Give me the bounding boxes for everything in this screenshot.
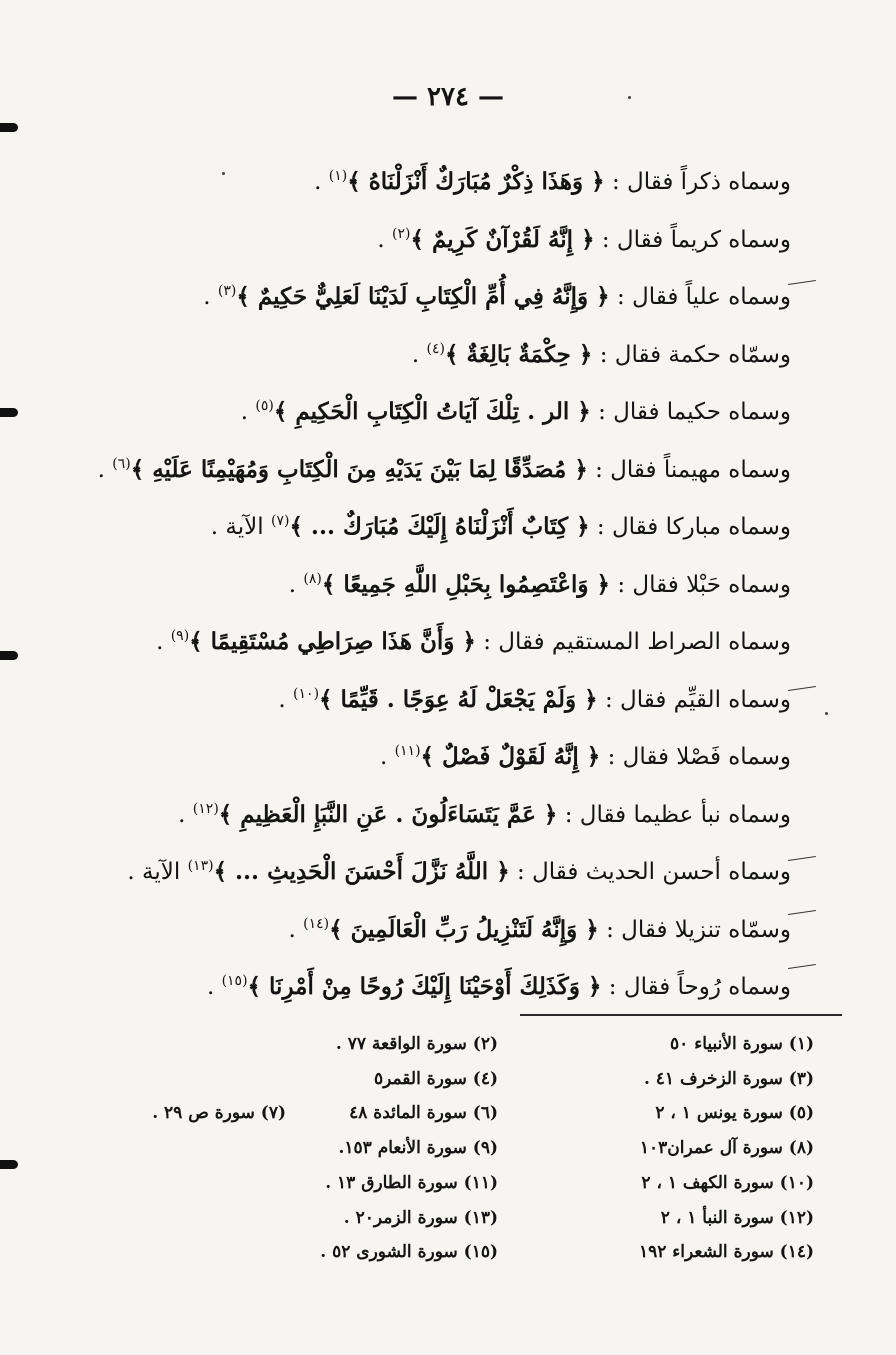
quran-quote: ﴿ وَأَنَّ هَذَا صِرَاطِي مُسْتَقِيمًا ﴾ xyxy=(189,628,476,655)
footnote-marker: (١٤) xyxy=(303,915,330,932)
text-line xyxy=(111,551,791,609)
quran-quote: ﴿ عَمَّ يَتَسَاءَلُونَ . عَنِ النَّبَإِ الْعَظِيمِ ﴾ xyxy=(218,800,558,828)
footnote-marker: (١١) xyxy=(394,743,421,759)
footnote: (٧) سورة ص ٢٩ . xyxy=(152,1103,286,1123)
line-tail: . xyxy=(288,916,304,943)
line-tail: . xyxy=(288,571,304,598)
footnote: (١٢) سورة النبأ ١ ، ٢ xyxy=(660,1208,814,1228)
line-intro: وسماه الصراط المستقيم فقال : xyxy=(483,629,791,655)
footnote-marker: (٤) xyxy=(426,340,445,357)
body-text xyxy=(97,148,791,1011)
footnote-marker: (١٢) xyxy=(192,800,219,817)
text-line xyxy=(111,493,791,551)
footnote-divider xyxy=(520,1014,842,1016)
line-intro: وسماه نبأ عظيما فقال : xyxy=(564,801,791,828)
footnote-marker: (٥) xyxy=(255,398,274,414)
margin-pen-mark xyxy=(788,686,816,691)
footnote: (١٠) سورة الكهف ١ ، ٢ xyxy=(641,1173,814,1193)
quran-quote: ﴿ وَكَذَلِكَ أَوْحَيْنَا إِلَيْكَ رُوحًا مِنْ أَمْرِنَا ﴾ xyxy=(247,973,602,1000)
text-line xyxy=(111,148,791,206)
line-tail: . xyxy=(206,974,222,1000)
quran-quote: ﴿ اللَّهُ نَزَّلَ أَحْسَنَ الْحَدِيثِ ... ﴾ xyxy=(213,858,510,885)
scan-ink-mark xyxy=(0,651,18,660)
scan-ink-mark xyxy=(0,1160,18,1169)
scan-speck xyxy=(628,96,631,99)
margin-pen-mark xyxy=(788,910,816,915)
text-line xyxy=(111,896,791,954)
line-tail: . xyxy=(411,341,427,368)
scan-ink-mark xyxy=(0,408,18,417)
scan-speck xyxy=(222,172,225,175)
line-tail: . xyxy=(240,399,256,425)
line-intro: وسماه ذكراً فقال : xyxy=(611,169,791,195)
line-tail: . xyxy=(379,744,395,770)
line-intro: وسماه حكيما فقال : xyxy=(598,399,791,425)
footnote-marker: (٨) xyxy=(303,570,322,587)
page-number: — ٢٧٤ — xyxy=(391,82,505,112)
quran-quote: ﴿ وَإِنَّهُ فِي أُمِّ الْكِتَابِ لَدَيْنَا لَعَلِيٌّ حَكِيمٌ ﴾ xyxy=(236,283,610,310)
footnote: (٢) سورة الواقعة ٧٧ . xyxy=(335,1034,498,1054)
footnote: (١٥) سورة الشورى ٥٢ . xyxy=(320,1242,498,1262)
quran-quote: ﴿ وَلَمْ يَجْعَلْ لَهُ عِوَجًا . قَيِّمًا ﴾ xyxy=(319,685,598,713)
text-line xyxy=(97,436,791,494)
quran-quote: ﴿ الر . تِلْكَ آيَاتُ الْكِتَابِ الْحَكِيمِ ﴾ xyxy=(273,398,591,425)
text-line xyxy=(111,206,791,264)
text-line xyxy=(111,378,791,436)
quran-quote: ﴿ وَإِنَّهُ لَتَنْزِيلُ رَبِّ الْعَالَمِينَ ﴾ xyxy=(329,915,599,943)
quran-quote: ﴿ وَهَذَا ذِكْرٌ مُبَارَكٌ أَنْزَلْنَاهُ ﴾ xyxy=(347,168,605,195)
text-line xyxy=(111,781,791,839)
footnote: (٩) سورة الأنعام ١٥٣. xyxy=(338,1138,498,1158)
line-intro: وسمّاه حكمة فقال : xyxy=(599,341,791,368)
quran-quote: ﴿ إِنَّهُ لَقَوْلٌ فَصْلٌ ﴾ xyxy=(420,743,601,770)
scan-ink-mark xyxy=(0,123,18,132)
margin-pen-mark xyxy=(788,280,816,285)
line-intro: وسماه رُوحاً فقال : xyxy=(608,974,791,1000)
scan-speck xyxy=(825,712,828,715)
footnote: (١) سورة الأنبياء ٥٠ xyxy=(670,1034,814,1054)
line-tail: . xyxy=(278,686,294,713)
footnote: (٥) سورة يونس ١ ، ٢ xyxy=(655,1103,814,1123)
footnote-marker: (٧) xyxy=(270,513,290,529)
line-tail: . xyxy=(203,284,218,310)
line-intro: وسماه علياً فقال : xyxy=(616,284,791,310)
footnote-marker: (٢) xyxy=(392,225,411,242)
footnote: (٦) سورة المائدة ٤٨ xyxy=(349,1103,498,1123)
text-line xyxy=(111,953,791,1011)
quran-quote: ﴿ إِنَّهُ لَقُرْآنٌ كَرِيمٌ ﴾ xyxy=(410,225,595,253)
line-tail: الآية . xyxy=(210,514,271,540)
quran-quote: ﴿ مُصَدِّقًا لِمَا بَيْنَ يَدَيْهِ مِنَ الْكِتَابِ وَمُهَيْمِنًا عَلَيْهِ ﴾ xyxy=(130,455,588,483)
footnote: (٤) سورة القمر٥ xyxy=(373,1069,498,1089)
footnote: (١١) سورة الطارق ١٣ . xyxy=(325,1173,498,1193)
text-line xyxy=(111,838,791,896)
line-intro: وسماه حَبْلا فقال : xyxy=(617,571,791,598)
text-line xyxy=(111,723,791,781)
text-line xyxy=(111,666,791,724)
line-tail: . xyxy=(178,801,193,828)
line-intro: وسماه فَصْلا فقال : xyxy=(607,744,791,770)
line-intro: وسماه مباركا فقال : xyxy=(596,514,791,540)
line-tail: . xyxy=(377,226,393,253)
footnote-marker: (١) xyxy=(328,168,348,184)
line-intro: وسمّاه تنزيلا فقال : xyxy=(606,916,791,943)
margin-pen-mark xyxy=(788,964,816,969)
footnote-marker: (٣) xyxy=(217,283,237,299)
quran-quote: ﴿ حِكْمَةٌ بَالِغَةٌ ﴾ xyxy=(445,340,593,368)
line-intro: وسماه أحسن الحديث فقال : xyxy=(516,859,791,885)
line-intro: وسماه مهيمناً فقال : xyxy=(595,456,791,483)
line-tail: الآية . xyxy=(127,859,188,885)
footnote-marker: (١٠) xyxy=(293,685,320,702)
footnote-marker: (١٥) xyxy=(221,973,248,989)
footnote: (١٣) سورة الزمر٢٠ . xyxy=(343,1208,498,1228)
text-line xyxy=(111,321,791,379)
margin-pen-mark xyxy=(788,856,816,861)
line-tail: . xyxy=(314,169,329,195)
quran-quote: ﴿ وَاعْتَصِمُوا بِحَبْلِ اللَّهِ جَمِيعًا ﴾ xyxy=(321,570,611,598)
footnote-marker: (١٣) xyxy=(187,858,214,874)
line-intro: وسماه كريماً فقال : xyxy=(601,226,791,253)
line-tail: . xyxy=(156,629,171,655)
line-intro: وسماه القيِّم فقال : xyxy=(604,686,791,713)
footnote: (٨) سورة آل عمران١٠٣ xyxy=(639,1138,814,1158)
footnote-marker: (٩) xyxy=(170,628,190,644)
footnote: (٣) سورة الزخرف ٤١ . xyxy=(643,1069,814,1089)
text-line xyxy=(111,608,791,666)
footnote-marker: (٦) xyxy=(112,455,131,472)
line-tail: . xyxy=(97,456,113,483)
text-line xyxy=(111,263,791,321)
quran-quote: ﴿ كِتَابٌ أَنْزَلْنَاهُ إِلَيْكَ مُبَارَكٌ ... ﴾ xyxy=(289,513,590,540)
footnote: (١٤) سورة الشعراء ١٩٢ xyxy=(638,1242,814,1262)
